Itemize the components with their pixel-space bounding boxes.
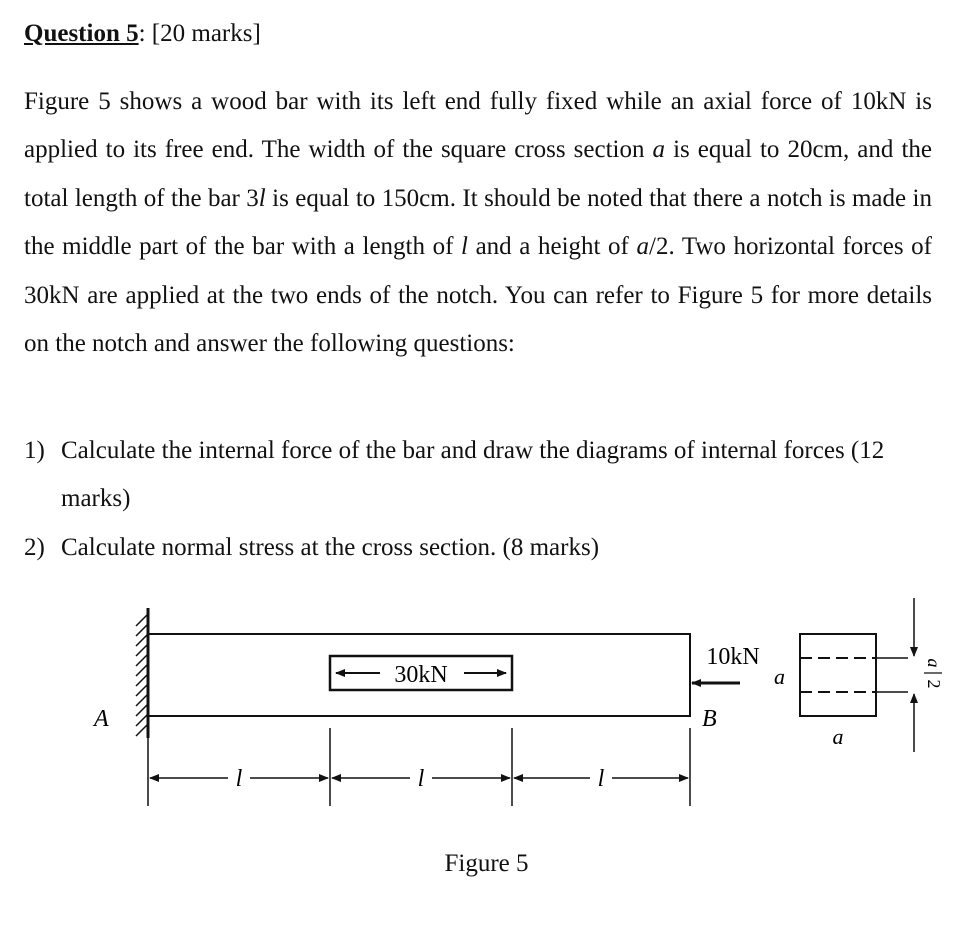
half-height-denominator: 2 <box>924 679 944 689</box>
section-width-label: a <box>832 724 844 749</box>
paragraph-text-3: is equal to 150cm. It should be noted that there a notch is made in the middle part of the bar with a length of <box>24 184 932 261</box>
question-heading <box>24 20 261 48</box>
bar-figure <box>88 588 948 838</box>
var-a: a <box>636 233 649 261</box>
question-marks: : [20 marks] <box>138 20 261 47</box>
question-text: Calculate the internal force of the bar and draw the diagrams of internal forces (12 marks) <box>61 437 885 512</box>
var-l: l <box>461 233 468 261</box>
point-a-label: A <box>94 706 109 732</box>
paragraph-text-2: is equal to 20cm, and the total length of the bar 3 <box>24 136 932 212</box>
dim-l-3: l <box>597 766 605 792</box>
var-l: l <box>258 184 266 212</box>
question-label: Question 5 <box>24 20 139 47</box>
fixed-support <box>136 608 148 738</box>
dim-l-2: l <box>417 766 425 792</box>
paragraph-text-1: Figure 5 shows a wood bar with its left end fully fixed while an axial force of 10kN is applied to its free end. The width of the square cross section <box>24 88 932 164</box>
problem-paragraph <box>24 78 932 368</box>
section-height-label: a <box>774 664 785 689</box>
cross-section <box>800 598 914 752</box>
question-number: 1) <box>24 437 45 464</box>
figure-caption: Figure 5 <box>444 850 529 877</box>
half-height-label <box>924 659 944 689</box>
question-text: Calculate normal stress at the cross section. (8 marks) <box>61 534 600 561</box>
paragraph-text-4: and a height of <box>467 233 637 261</box>
half-height-numerator: a <box>924 658 944 668</box>
end-force-label: 10kN <box>706 644 760 670</box>
dim-l-1: l <box>235 766 243 792</box>
notch-force-label: 30kN <box>394 662 448 688</box>
point-b-label: B <box>702 706 717 732</box>
paragraph-text-5: /2. Two horizontal forces of 30kN are applied at the two ends of the notch. You can refer to Figure 5 for more details on the notch and answer the following questions: <box>24 233 932 358</box>
var-a: a <box>652 136 666 164</box>
question-number: 2) <box>24 534 45 561</box>
